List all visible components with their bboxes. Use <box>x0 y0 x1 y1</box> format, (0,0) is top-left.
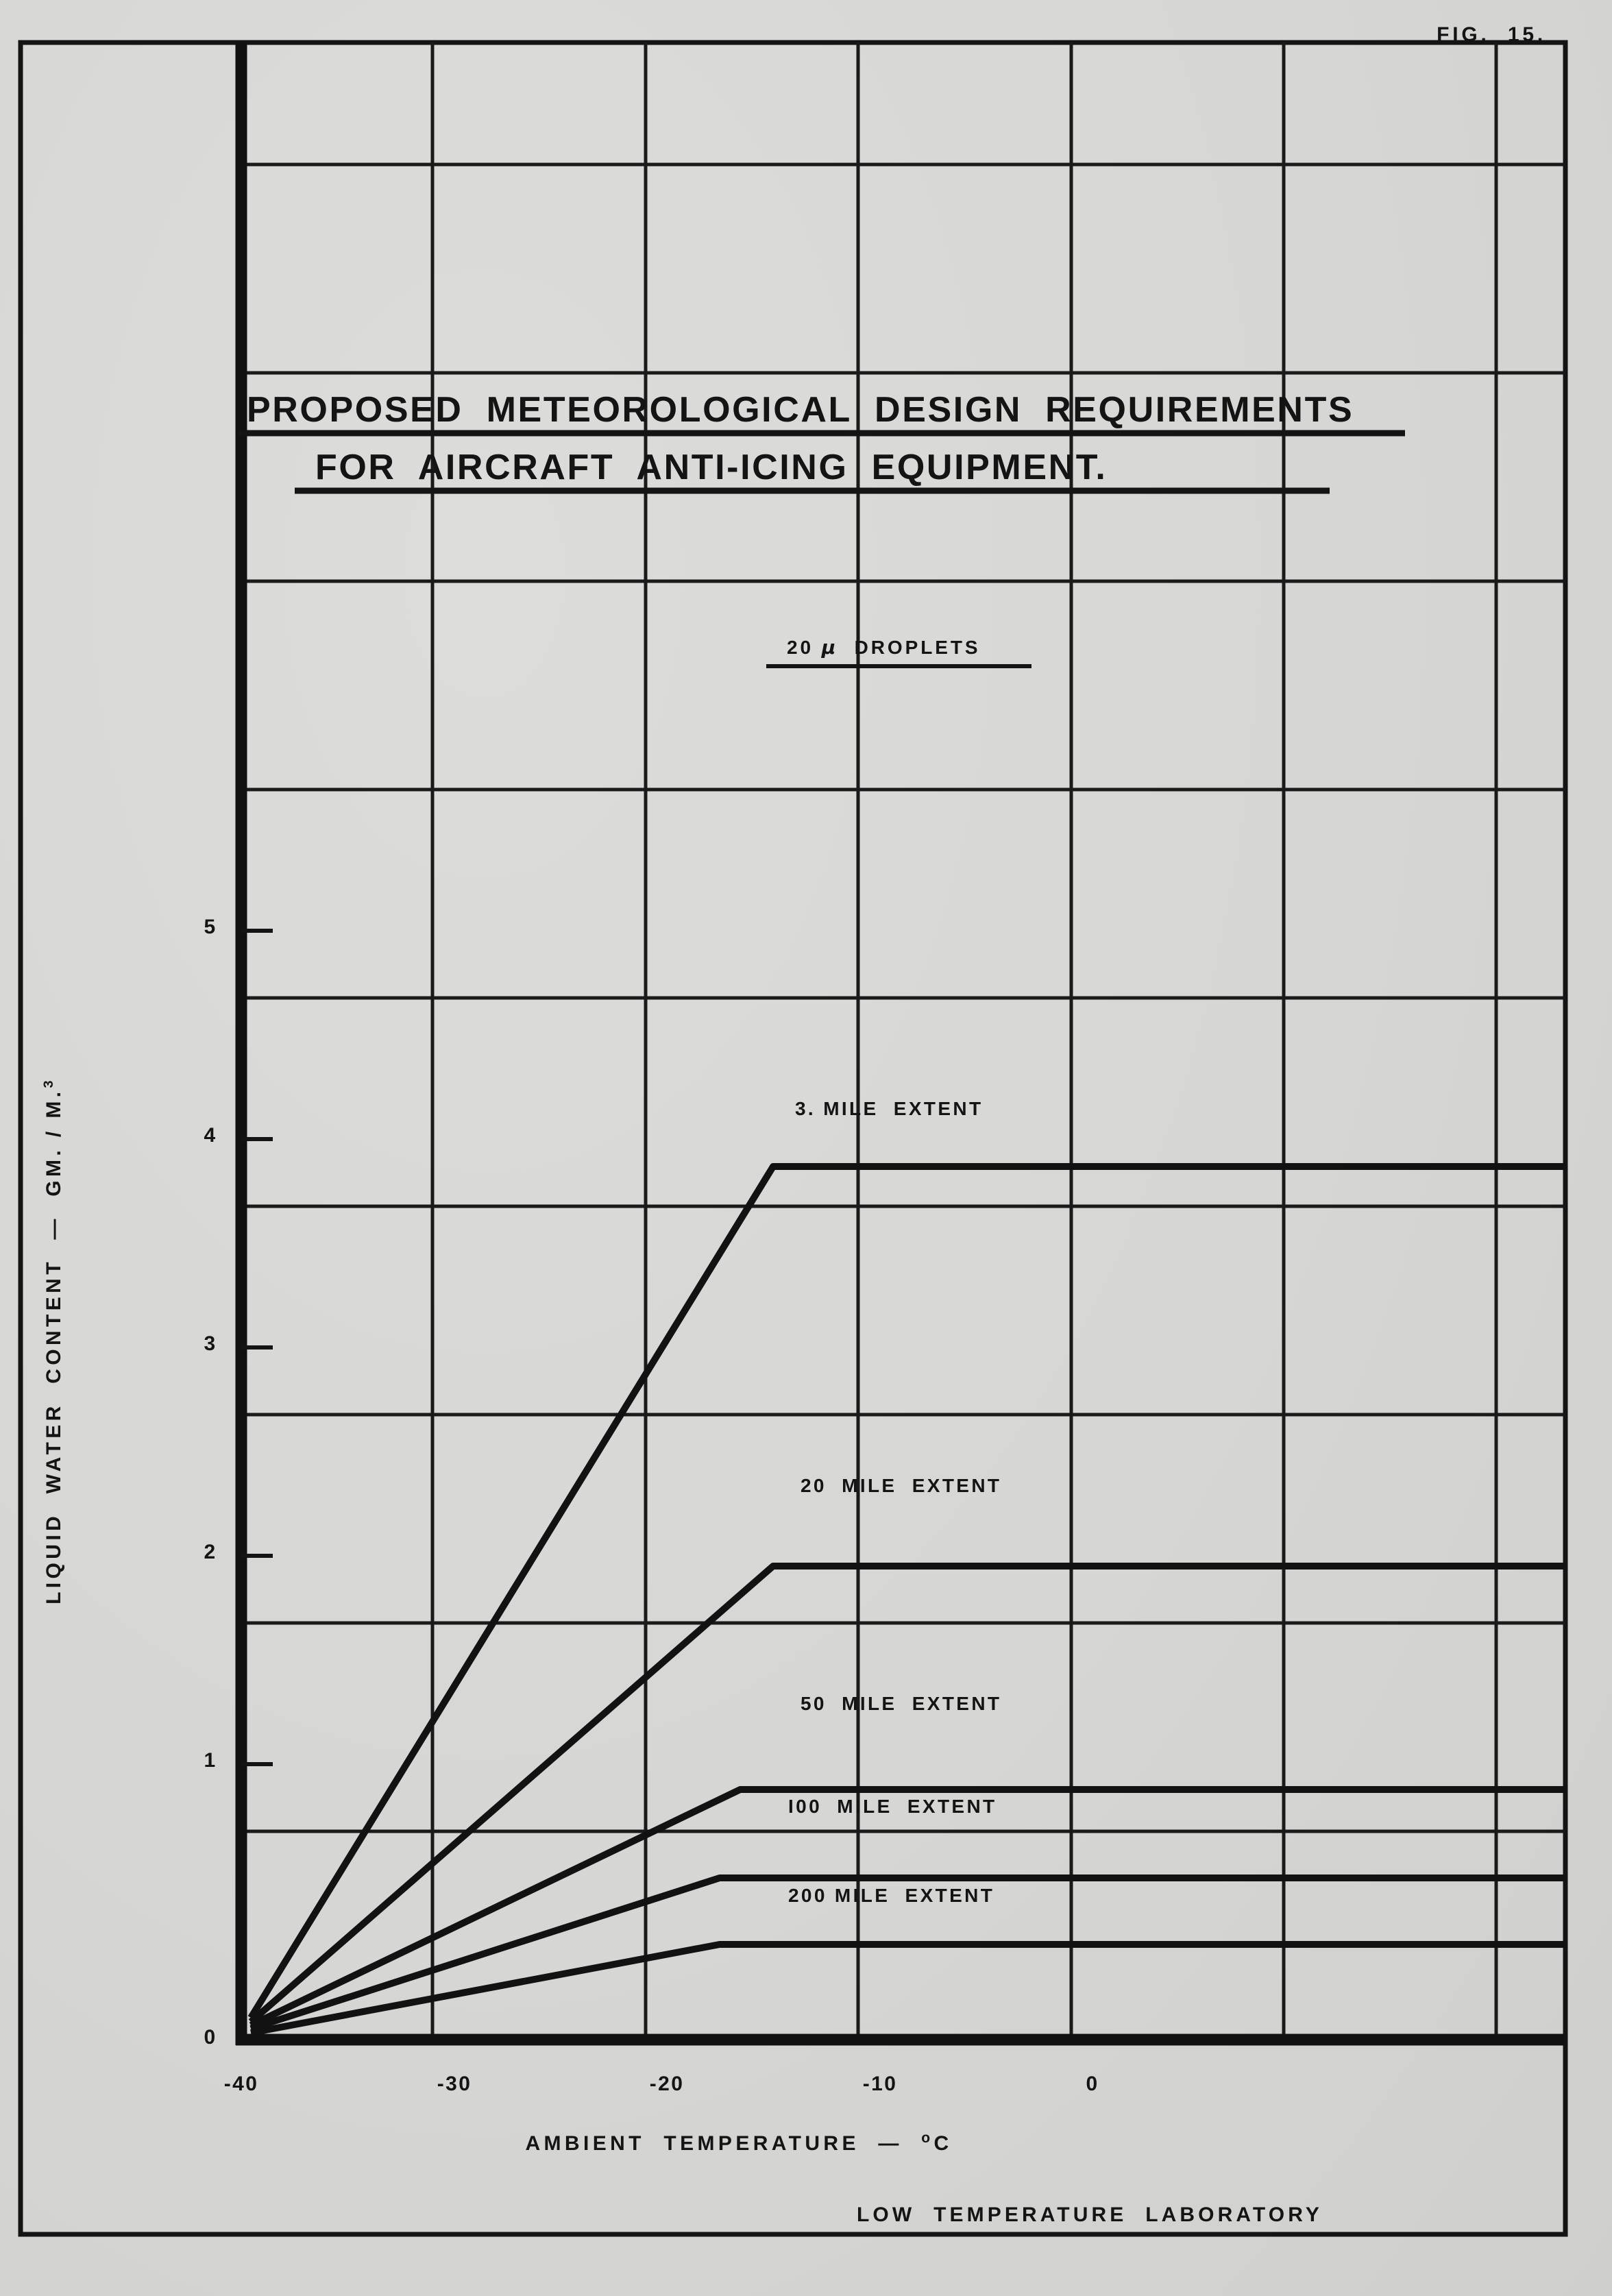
x-tick-label-minus40: -40 <box>223 2073 259 2095</box>
curve-50-mile <box>251 1790 1565 2025</box>
x-axis-label <box>396 2130 1082 2155</box>
subtitle-suffix: DROPLETS <box>838 637 981 658</box>
x-tick-label-zero: 0 <box>1086 2073 1099 2095</box>
chart-title-line-2: FOR AIRCRAFT ANTI-ICING EQUIPMENT. <box>315 448 1108 487</box>
droplet-size-subtitle <box>787 636 980 659</box>
figure-number: FIG. 15. <box>1437 23 1546 46</box>
y-axis-label <box>41 1046 66 1635</box>
y-tick-label-4: 4 <box>204 1124 217 1147</box>
y-axis-label-text: LIQUID WATER CONTENT — GM. / M. <box>42 1088 65 1604</box>
y-tick-label-2: 2 <box>204 1541 217 1563</box>
y-tick-label-5: 5 <box>204 916 217 938</box>
micron-symbol: μ <box>821 636 839 659</box>
y-tick-label-1: 1 <box>204 1749 217 1772</box>
curve-label-50-mile: 50 MILE EXTENT <box>801 1693 1002 1714</box>
curve-label-20-mile: 20 MILE EXTENT <box>801 1475 1002 1496</box>
y-tick-label-3: 3 <box>204 1332 217 1355</box>
curve-200-mile <box>251 1944 1565 2033</box>
x-tick-label-minus20: -20 <box>649 2073 685 2095</box>
curve-label-100-mile: I00 MILE EXTENT <box>788 1796 997 1817</box>
laboratory-footer: LOW TEMPERATURE LABORATORY <box>856 2203 1323 2226</box>
subtitle-prefix: 20 <box>787 637 822 658</box>
x-axis-label-text: AMBIENT TEMPERATURE — <box>525 2132 922 2155</box>
curve-label-200-mile: 200 MILE EXTENT <box>788 1885 995 1906</box>
x-tick-label-minus30: -30 <box>437 2073 472 2095</box>
degree-symbol: o <box>921 2130 934 2146</box>
curve-label-3-mile: 3. MILE EXTENT <box>795 1098 984 1119</box>
x-tick-label-minus10: -10 <box>862 2073 898 2095</box>
x-axis-unit: C <box>933 2132 953 2155</box>
curve-20-mile <box>251 1566 1565 2022</box>
chart-title-line-1: PROPOSED METEOROLOGICAL DESIGN REQUIREMENTS <box>247 390 1354 430</box>
y-tick-label-0: 0 <box>204 2026 217 2049</box>
y-axis-label-exponent: 3 <box>41 1077 56 1088</box>
grid-vertical-lines <box>432 42 1496 2040</box>
